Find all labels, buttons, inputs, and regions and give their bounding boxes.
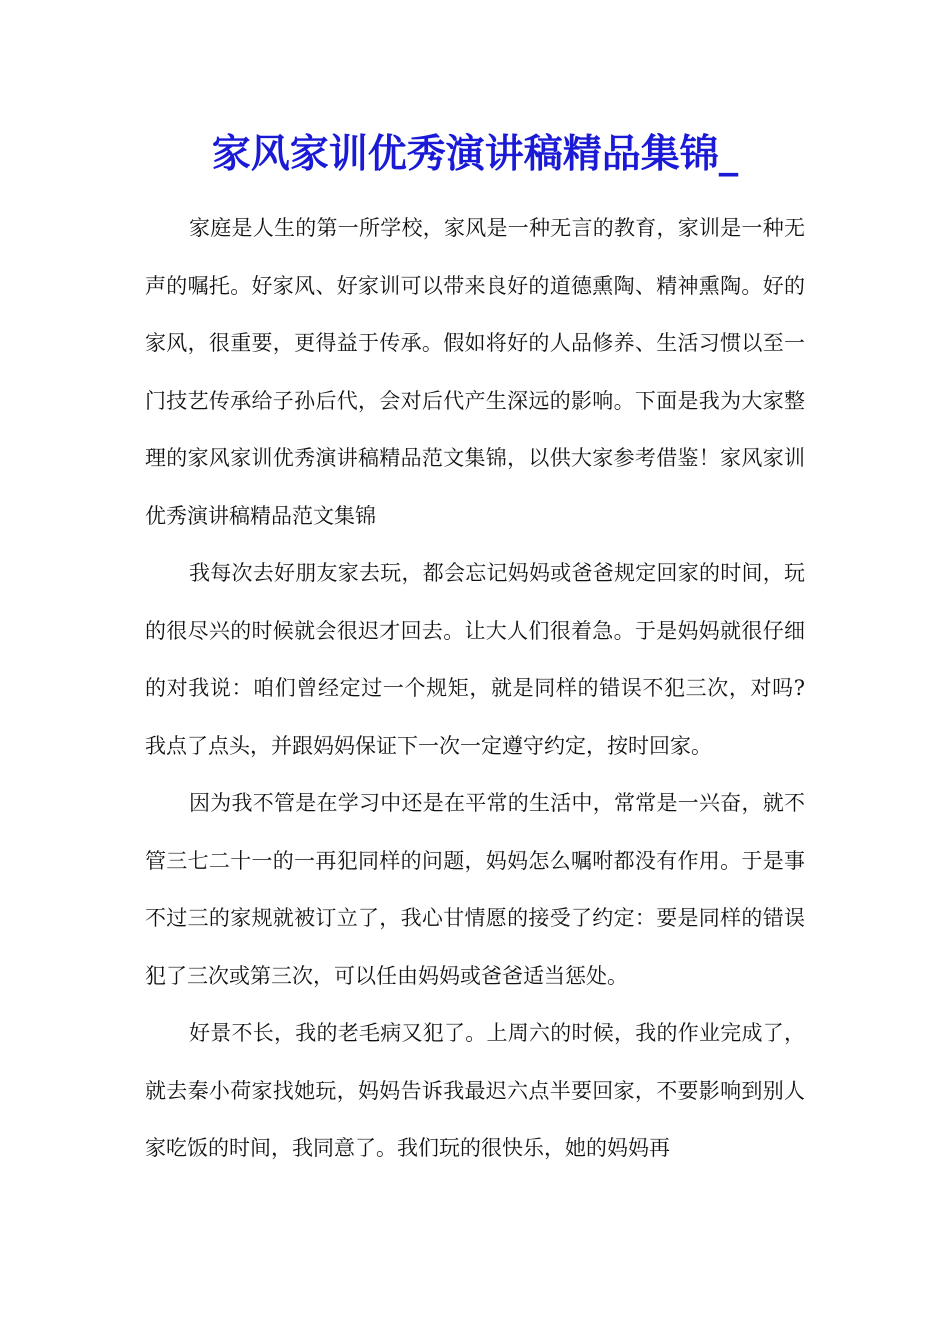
paragraph-intro: 家庭是人生的第一所学校，家风是一种无言的教育，家训是一种无声的嘱托。好家风、好家训可以带来良好的道德熏陶、精神熏陶。好的家风，很重要，更得益于传承。假如将好的人品修养、生活习惯以至一门技艺传承给子孙后代，会对后代产生深远的影响。下面是我为大家整理的家风家训优秀演讲稿精品范文集锦，以供大家参考借鉴！家风家训优秀演讲稿精品范文集锦: [145, 216, 805, 528]
paragraph-4: 好景不长，我的老毛病又犯了。上周六的时候，我的作业完成了，就去秦小荷家找她玩，妈妈告诉我最迟六点半要回家，不要影响到别人家吃饭的时间，我同意了。我们玩的很快乐，她的妈妈再: [145, 1021, 805, 1160]
paragraph-3: 因为我不管是在学习中还是在平常的生活中，常常是一兴奋，就不管三七二十一的一再犯同样的问题，妈妈怎么嘱咐都没有作用。于是事不过三的家规就被订立了，我心甘情愿的接受了约定：要是同样的错误犯了三次或第三次，可以任由妈妈或爸爸适当惩处。: [145, 791, 805, 988]
document-title: 家风家训优秀演讲稿精品集锦_: [211, 131, 739, 177]
document-body: [145, 200, 805, 1178]
paragraph-2: 我每次去好朋友家去玩，都会忘记妈妈或爸爸规定回家的时间，玩的很尽兴的时候就会很迟才回去。让大人们很着急。于是妈妈就很仔细的对我说：咱们曾经定过一个规矩，就是同样的错误不犯三次，对吗?我点了点头，并跟妈妈保证下一次一定遵守约定，按时回家。: [145, 561, 805, 758]
